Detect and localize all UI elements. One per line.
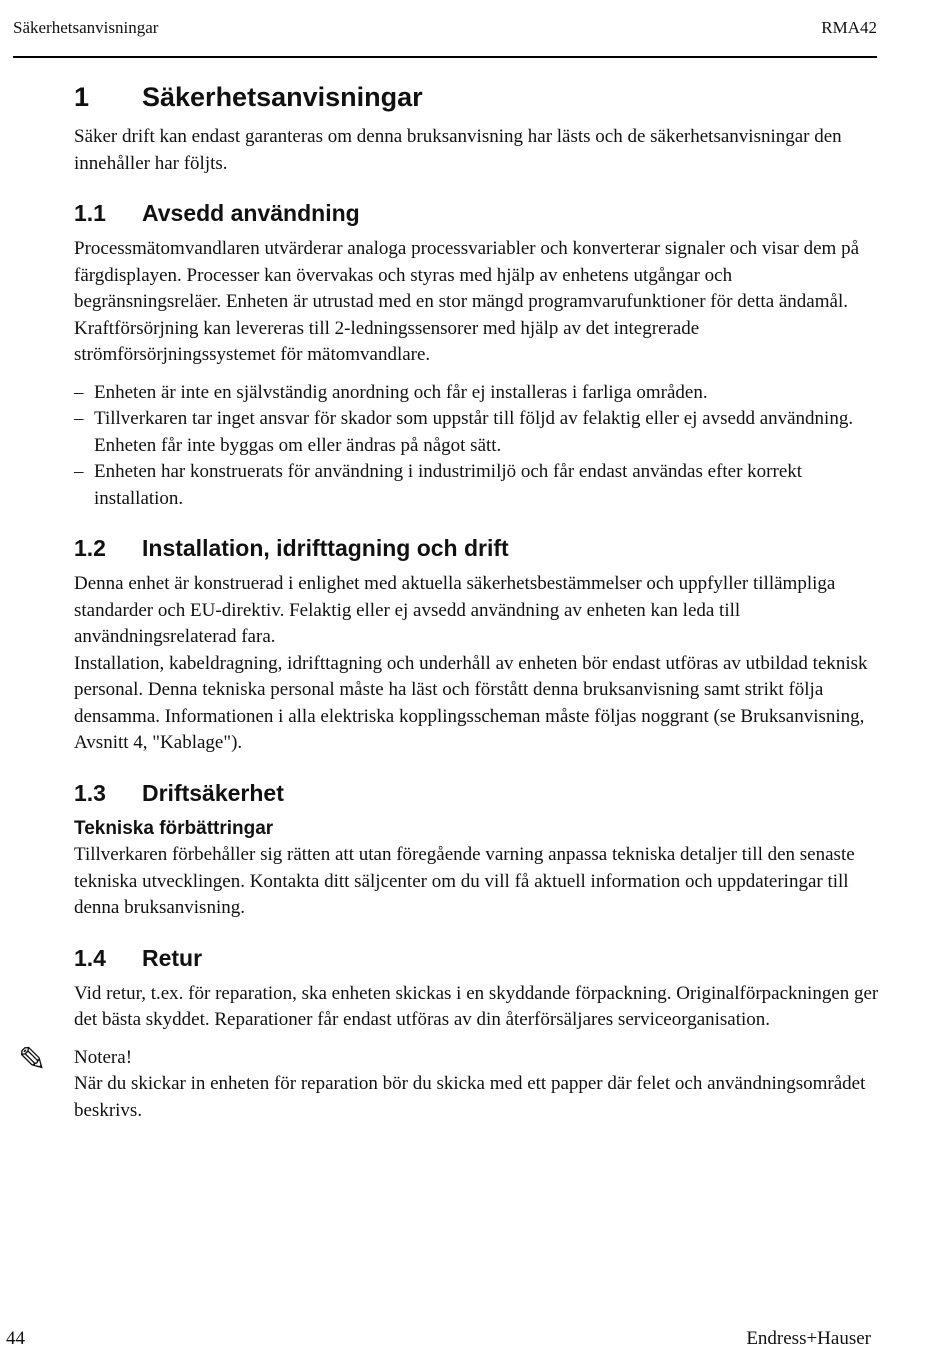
page-number: 44 xyxy=(6,1328,25,1349)
list-item-text: Tillverkaren tar inget ansvar för skador som uppstår till följd av felaktig eller ej avsedd användning. Enheten får inte byggas om eller ändras på något sätt. xyxy=(94,408,854,456)
section-1-4-heading xyxy=(74,939,882,981)
section-1-3-number: 1.3 xyxy=(74,779,106,806)
chapter-number: 1 xyxy=(74,82,90,112)
section-1-3-para1: Tillverkaren förbehåller sig rätten att utan föregående varning anpassa tekniska detaljer till den senaste tekniska utvecklingen. Kontakta ditt säljcenter om du vill få aktuell information och uppdateringar till denna bruksanvisning. xyxy=(74,844,855,918)
section-1-1-para2: Kraftförsörjning kan levereras till 2-ledningssensorer med hjälp av det integrerade strömförsörjningssystemet för mätomvandlare. xyxy=(74,317,700,365)
section-1-4-number: 1.4 xyxy=(74,944,106,971)
list-item xyxy=(74,459,882,512)
bullet-dash: – xyxy=(74,461,84,482)
chapter-heading xyxy=(74,78,882,124)
chapter-intro: Säker drift kan endast garanteras om denna bruksanvisning har lästs och de säkerhetsanvisningar den innehåller har följts. xyxy=(74,126,842,174)
page-header xyxy=(13,14,877,58)
list-item xyxy=(74,406,882,459)
section-1-2-para2: Installation, kabeldragning, idrifttagning och underhåll av enheten bör endast utföras av utbildad teknisk personal. Denna tekniska personal måste ha läst och förstått denna bruksanvisning samt strikt följa densamma. Informationen i alla elektriska kopplingsscheman måste följas noggrant (se Bruksanvisning, Avsnitt 4, "Kablage"). xyxy=(74,652,868,753)
bullet-dash: – xyxy=(74,381,84,403)
section-1-1-heading xyxy=(74,194,882,236)
section-1-2-number: 1.2 xyxy=(74,535,106,561)
section-1-3-heading xyxy=(74,774,882,816)
note-text: När du skickar in enheten för reparation bör du skicka med ett papper där felet och användningsområdet beskrivs. xyxy=(74,1073,866,1121)
section-1-1-para1: Processmätomvandlaren utvärderar analoga processvariabler och konverterar signaler och visar dem på färgdisplayen. Processer kan övervakas och styras med hjälp av enhetens utgångar och begränsningsreläer. Enheten är utrustad med en stor mängd programvarufunktioner för detta ändamål. xyxy=(74,238,860,312)
list-item-text: Enheten är inte en självständig anordning och får ej installeras i farliga områden. xyxy=(94,381,708,403)
page-content xyxy=(18,78,882,1124)
bullet-dash: – xyxy=(74,408,84,429)
note-block xyxy=(18,1039,882,1125)
section-1-1-bullet-list xyxy=(74,380,882,513)
list-item-text: Enheten har konstruerats för användning i industrimiljö och får endast användas efter korrekt installation. xyxy=(94,461,803,509)
list-item xyxy=(74,380,882,407)
footer-brand: Endress+Hauser xyxy=(746,1328,871,1349)
chapter-title: Säkerhetsanvisningar xyxy=(142,82,423,112)
section-1-2-para1: Denna enhet är konstruerad i enlighet med aktuella säkerhetsbestämmelser och uppfyller tillämpliga standarder och EU-direktiv. Felaktig eller ej avsedd användning av enheten kan leda till användningsrelaterad fara. xyxy=(74,573,836,647)
section-1-1-title: Avsedd användning xyxy=(142,200,360,226)
section-1-3-title: Driftsäkerhet xyxy=(142,779,284,806)
pencil-note-icon: ✎ xyxy=(18,1039,47,1080)
section-1-4-para1: Vid retur, t.ex. för reparation, ska enheten skickas i en skyddande förpackning. Originalförpackningen ger det bästa skyddet. Reparationer får endast utföras av din återförsäljares serviceorganisation. xyxy=(74,982,879,1030)
section-1-3-subheading: Tekniska förbättringar xyxy=(74,817,274,839)
note-label: Notera! xyxy=(74,1046,133,1068)
page-footer xyxy=(6,1328,877,1358)
section-1-2-heading xyxy=(74,529,882,571)
section-1-1-number: 1.1 xyxy=(74,200,106,226)
section-1-4-title: Retur xyxy=(142,944,203,971)
header-section-title: Säkerhetsanvisningar xyxy=(13,18,159,37)
header-product: RMA42 xyxy=(821,18,877,37)
section-1-2-title: Installation, idrifttagning och drift xyxy=(142,535,509,561)
